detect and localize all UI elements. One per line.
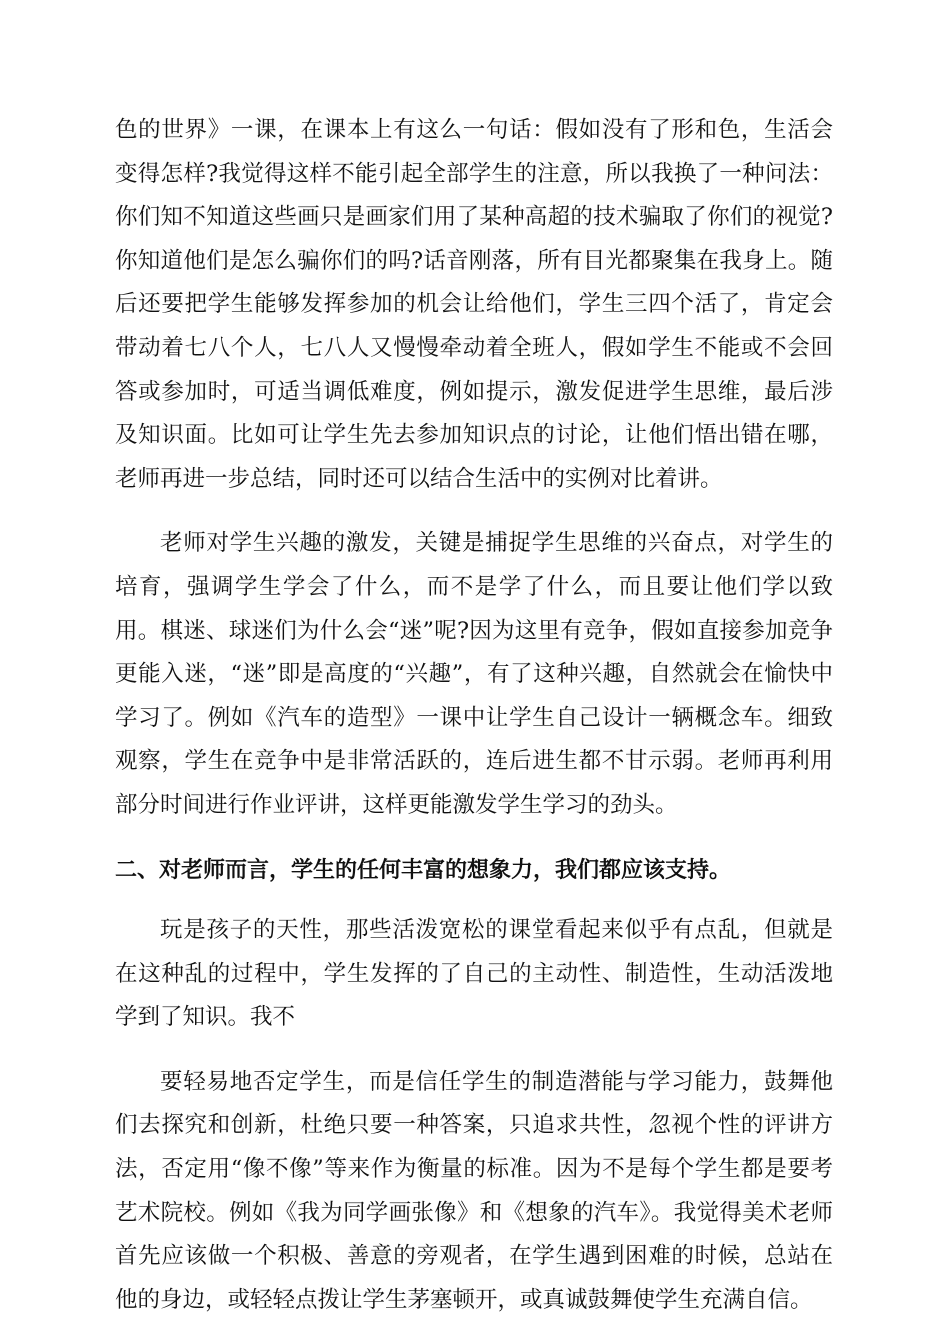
section-heading: 二、对老师而言，学生的任何丰富的想象力，我们都应该支持。 [115,857,732,883]
paragraph-play: 玩是孩子的天性，那些活泼宽松的课堂看起来似乎有点乱，但就是在这种乱的过程中，学生发挥的了自己的主动性、制造性，生动活泼地学到了知识。我不 [115,917,833,1031]
document-body [115,109,833,1343]
paragraph-encourage: 要轻易地否定学生，而是信任学生的制造潜能与学习能力，鼓舞他们去探究和创新，杜绝只要一种答案，只追求共性，忽视个性的评讲方法，否定用“像不像”等来作为衡量的标准。因为不是每个学生都是要考艺术院校。例如《我为同学画张像》和《想象的汽车》。我觉得美术老师首先应该做一个积极、善意的旁观者，在学生遇到困难的时候，总站在他的身边，或轻轻点拨让学生茅塞顿开，或真诚鼓舞使学生充满自信。 [115,1068,833,1313]
paragraph-interest: 老师对学生兴趣的激发，关键是捕捉学生思维的兴奋点，对学生的培育，强调学生学会了什么，而不是学了什么，而且要让他们学以致用。棋迷、球迷们为什么会“迷”呢?因为这里有竞争，假如直接参加竞争更能入迷，“迷”即是高度的“兴趣”，有了这种兴趣，自然就会在愉快中学习了。例如《汽车的造型》一课中让学生自己设计一辆概念车。细致观察，学生在竞争中是非常活跃的，连后进生都不甘示弱。老师再利用部分时间进行作业评讲，这样更能激发学生学习的劲头。 [115,530,833,818]
paragraph-continued: 色的世界》一课，在课本上有这么一句话：假如没有了形和色，生活会变得怎样?我觉得这样不能引起全部学生的注意，所以我换了一种问法：你们知不知道这些画只是画家们用了某种高超的技术骗取了你们的视觉?你知道他们是怎么骗你们的吗?话音刚落，所有目光都聚集在我身上。随后还要把学生能够发挥参加的机会让给他们，学生三四个活了，肯定会带动着七八个人，七八人又慢慢牵动着全班人，假如学生不能或不会回答或参加时，可适当调低难度，例如提示，激发促进学生思维，最后涉及知识面。比如可让学生先去参加知识点的讨论，让他们悟出错在哪，老师再进一步总结，同时还可以结合生活中的实例对比着讲。 [115,117,833,492]
